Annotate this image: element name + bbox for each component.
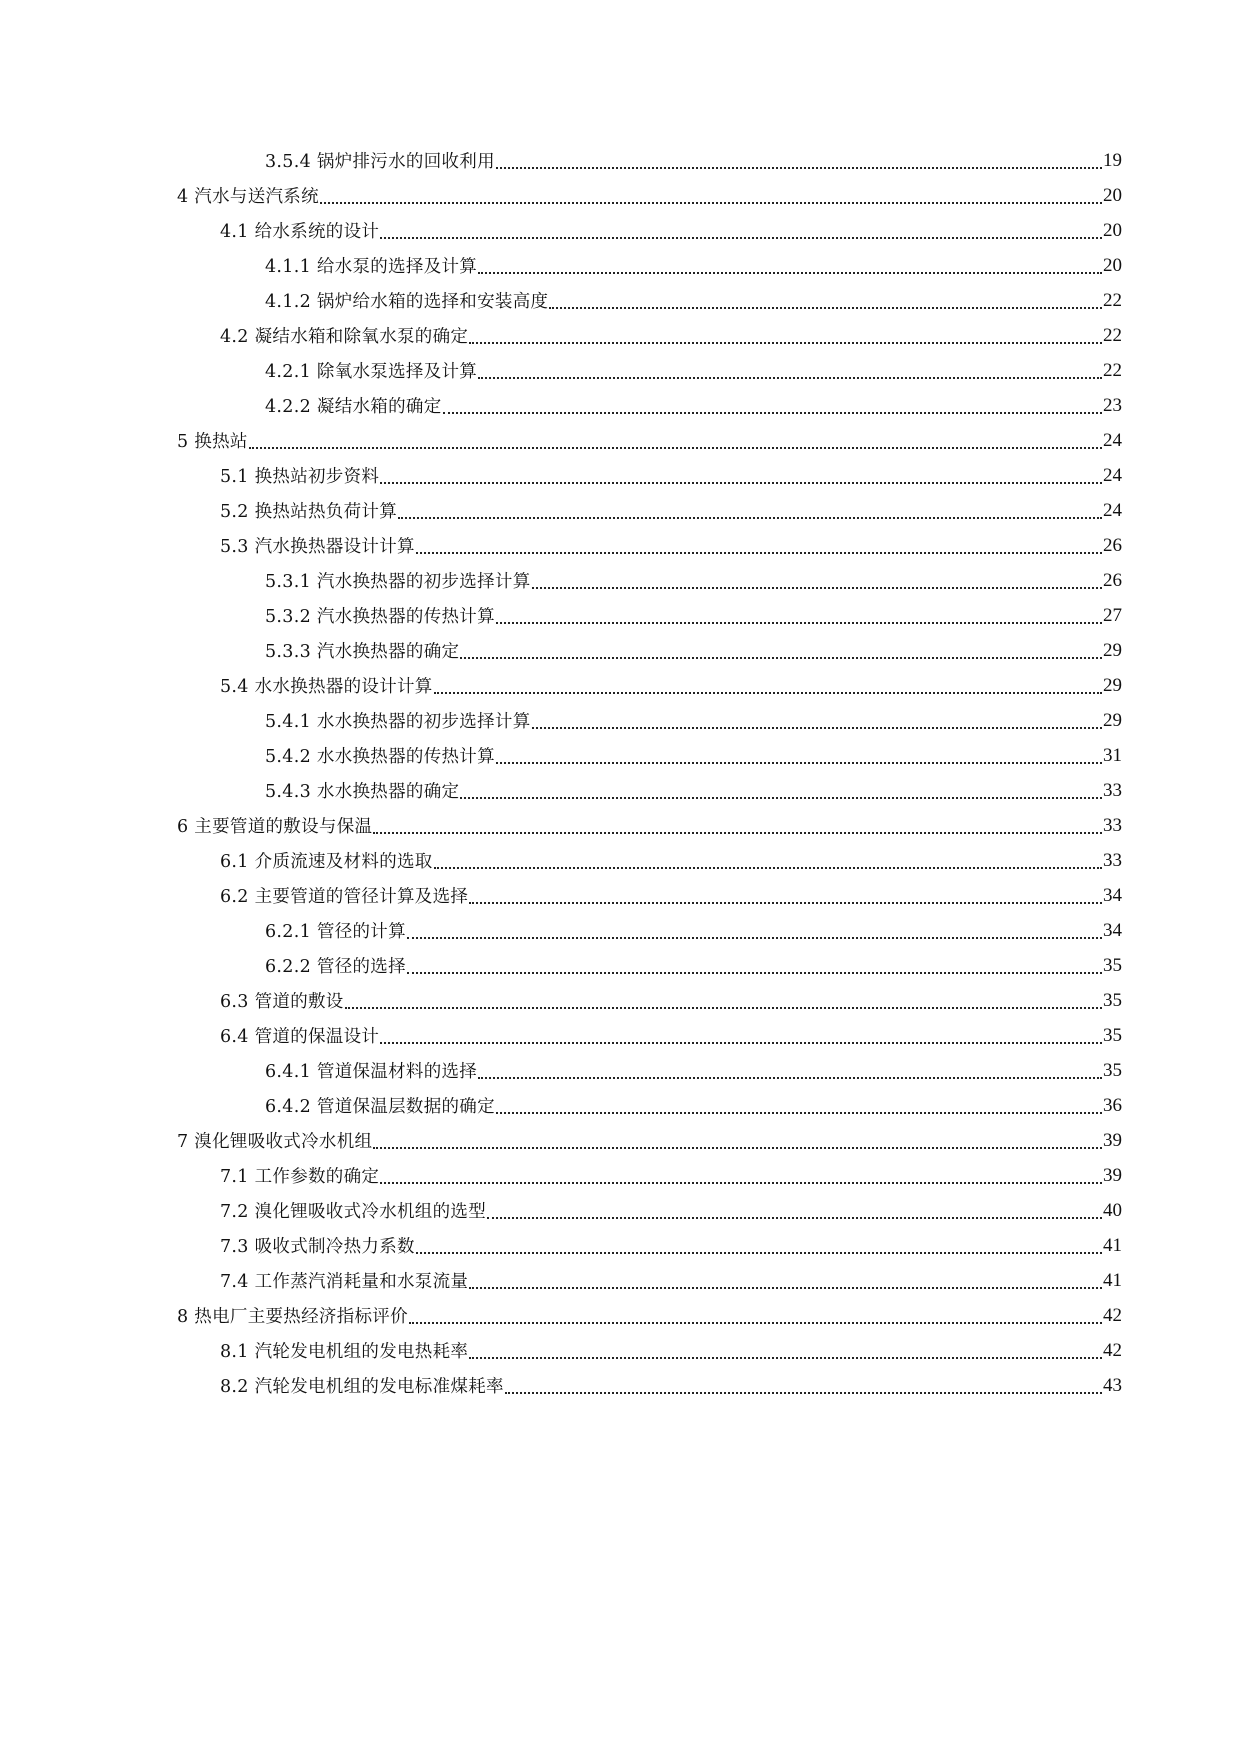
toc-entry-page-number: 36 — [1103, 1094, 1122, 1116]
dot-leader — [532, 587, 1103, 589]
toc-entry[interactable] — [0, 143, 1240, 178]
toc-entry-page-number: 34 — [1103, 884, 1122, 906]
toc-entry[interactable] — [0, 283, 1240, 318]
dot-leader — [487, 1217, 1102, 1219]
toc-entry[interactable] — [0, 1193, 1240, 1228]
toc-entry[interactable] — [0, 843, 1240, 878]
dot-leader — [460, 797, 1102, 799]
toc-entry-page-number: 35 — [1103, 1059, 1122, 1081]
dot-leader — [505, 1392, 1102, 1394]
toc-entry-page-number: 33 — [1103, 779, 1122, 801]
toc-entry-page-number: 24 — [1103, 499, 1122, 521]
toc-entry-page-number: 35 — [1103, 954, 1122, 976]
dot-leader — [478, 377, 1102, 379]
toc-entry-page-number: 40 — [1103, 1199, 1122, 1221]
toc-entry-title: 4.1.1 给水泵的选择及计算 — [265, 257, 478, 277]
toc-entry-title: 7 溴化锂吸收式冷水机组 — [177, 1132, 373, 1152]
toc-entry-title: 5.3.1 汽水换热器的初步选择计算 — [265, 572, 531, 592]
toc-entry-title: 4.1.2 锅炉给水箱的选择和安装高度 — [265, 292, 549, 312]
toc-entry-title: 6.2 主要管道的管径计算及选择 — [220, 887, 469, 907]
toc-entry[interactable] — [0, 528, 1240, 563]
toc-entry[interactable] — [0, 703, 1240, 738]
dot-leader — [469, 1287, 1102, 1289]
dot-leader — [478, 272, 1102, 274]
dot-leader — [460, 657, 1102, 659]
toc-entry-title: 6.2.1 管径的计算 — [265, 922, 406, 942]
toc-entry-page-number: 35 — [1103, 1024, 1122, 1046]
toc-entry[interactable] — [0, 1053, 1240, 1088]
dot-leader — [407, 937, 1102, 939]
dot-leader — [549, 307, 1102, 309]
toc-entry[interactable] — [0, 1298, 1240, 1333]
table-of-contents — [0, 143, 1240, 1403]
toc-entry[interactable] — [0, 318, 1240, 353]
dot-leader — [469, 902, 1102, 904]
toc-entry-title: 7.1 工作参数的确定 — [220, 1167, 380, 1187]
toc-entry-page-number: 39 — [1103, 1129, 1122, 1151]
dot-leader — [409, 1322, 1102, 1324]
toc-entry-title: 8.2 汽轮发电机组的发电标准煤耗率 — [220, 1377, 504, 1397]
toc-entry[interactable] — [0, 983, 1240, 1018]
dot-leader — [407, 972, 1102, 974]
toc-entry-title: 4.2.1 除氧水泵选择及计算 — [265, 362, 478, 382]
toc-entry-page-number: 29 — [1103, 674, 1122, 696]
toc-entry-page-number: 24 — [1103, 464, 1122, 486]
toc-entry-page-number: 29 — [1103, 709, 1122, 731]
toc-entry[interactable] — [0, 388, 1240, 423]
dot-leader — [434, 692, 1102, 694]
toc-entry[interactable] — [0, 458, 1240, 493]
toc-entry-page-number: 33 — [1103, 849, 1122, 871]
toc-entry-page-number: 29 — [1103, 639, 1122, 661]
toc-entry[interactable] — [0, 213, 1240, 248]
toc-entry-page-number: 39 — [1103, 1164, 1122, 1186]
toc-entry-title: 4 汽水与送汽系统 — [177, 187, 319, 207]
toc-entry[interactable] — [0, 738, 1240, 773]
dot-leader — [496, 762, 1102, 764]
toc-entry-title: 6 主要管道的敷设与保温 — [177, 817, 373, 837]
toc-entry[interactable] — [0, 563, 1240, 598]
toc-entry-page-number: 31 — [1103, 744, 1122, 766]
dot-leader — [373, 1147, 1102, 1149]
toc-entry-title: 6.1 介质流速及材料的选取 — [220, 852, 433, 872]
toc-entry-title: 4.2 凝结水箱和除氧水泵的确定 — [220, 327, 469, 347]
toc-entry-page-number: 41 — [1103, 1269, 1122, 1291]
dot-leader — [496, 622, 1102, 624]
toc-entry[interactable] — [0, 248, 1240, 283]
toc-entry-title: 6.4 管道的保温设计 — [220, 1027, 380, 1047]
toc-entry-title: 5.1 换热站初步资料 — [220, 467, 380, 487]
dot-leader — [478, 1077, 1102, 1079]
toc-entry-title: 5.3.3 汽水换热器的确定 — [265, 642, 460, 662]
dot-leader — [469, 1357, 1102, 1359]
toc-entry[interactable] — [0, 1123, 1240, 1158]
toc-entry[interactable] — [0, 1333, 1240, 1368]
toc-entry-page-number: 22 — [1103, 289, 1122, 311]
toc-entry-page-number: 19 — [1103, 149, 1122, 171]
toc-entry[interactable] — [0, 178, 1240, 213]
dot-leader — [434, 867, 1102, 869]
dot-leader — [496, 167, 1102, 169]
toc-entry[interactable] — [0, 633, 1240, 668]
toc-entry[interactable] — [0, 1018, 1240, 1053]
toc-entry[interactable] — [0, 1263, 1240, 1298]
toc-entry-page-number: 20 — [1103, 254, 1122, 276]
toc-entry-page-number: 42 — [1103, 1304, 1122, 1326]
toc-entry-title: 5.3 汽水换热器设计计算 — [220, 537, 415, 557]
toc-entry[interactable] — [0, 423, 1240, 458]
toc-entry-page-number: 20 — [1103, 184, 1122, 206]
toc-entry-page-number: 24 — [1103, 429, 1122, 451]
dot-leader — [380, 237, 1102, 239]
toc-entry-page-number: 34 — [1103, 919, 1122, 941]
toc-entry-page-number: 33 — [1103, 814, 1122, 836]
dot-leader — [380, 482, 1102, 484]
dot-leader — [320, 202, 1102, 204]
toc-entry[interactable] — [0, 493, 1240, 528]
toc-entry-title: 7.3 吸收式制冷热力系数 — [220, 1237, 415, 1257]
dot-leader — [380, 1042, 1102, 1044]
toc-entry-title: 6.3 管道的敷设 — [220, 992, 344, 1012]
toc-entry-title: 4.1 给水系统的设计 — [220, 222, 380, 242]
toc-entry-title: 6.4.2 管道保温层数据的确定 — [265, 1097, 495, 1117]
toc-entry-page-number: 26 — [1103, 569, 1122, 591]
toc-entry-title: 8 热电厂主要热经济指标评价 — [177, 1307, 408, 1327]
toc-entry-page-number: 35 — [1103, 989, 1122, 1011]
toc-entry[interactable] — [0, 1368, 1240, 1403]
toc-entry[interactable] — [0, 1228, 1240, 1263]
toc-entry-title: 6.4.1 管道保温材料的选择 — [265, 1062, 478, 1082]
toc-entry-title: 5.4.1 水水换热器的初步选择计算 — [265, 712, 531, 732]
toc-entry-title: 5.2 换热站热负荷计算 — [220, 502, 397, 522]
dot-leader — [398, 517, 1102, 519]
toc-entry-title: 7.4 工作蒸汽消耗量和水泵流量 — [220, 1272, 469, 1292]
toc-entry[interactable] — [0, 878, 1240, 913]
toc-entry-page-number: 43 — [1103, 1374, 1122, 1396]
toc-entry-title: 5.4.2 水水换热器的传热计算 — [265, 747, 495, 767]
toc-entry-title: 7.2 溴化锂吸收式冷水机组的选型 — [220, 1202, 486, 1222]
dot-leader — [345, 1007, 1102, 1009]
dot-leader — [496, 1112, 1102, 1114]
toc-entry-page-number: 41 — [1103, 1234, 1122, 1256]
toc-entry-page-number: 22 — [1103, 324, 1122, 346]
dot-leader — [532, 727, 1103, 729]
dot-leader — [469, 342, 1102, 344]
toc-entry-title: 4.2.2 凝结水箱的确定 — [265, 397, 442, 417]
dot-leader — [416, 552, 1102, 554]
toc-entry-title: 5.3.2 汽水换热器的传热计算 — [265, 607, 495, 627]
dot-leader — [416, 1252, 1102, 1254]
dot-leader — [249, 447, 1102, 449]
toc-entry-title: 3.5.4 锅炉排污水的回收利用 — [265, 152, 495, 172]
toc-entry-page-number: 42 — [1103, 1339, 1122, 1361]
toc-entry-title: 8.1 汽轮发电机组的发电热耗率 — [220, 1342, 469, 1362]
dot-leader — [373, 832, 1102, 834]
toc-entry[interactable] — [0, 668, 1240, 703]
toc-entry[interactable] — [0, 773, 1240, 808]
toc-entry-title: 6.2.2 管径的选择 — [265, 957, 406, 977]
toc-entry[interactable] — [0, 1088, 1240, 1123]
dot-leader — [380, 1182, 1102, 1184]
toc-entry-page-number: 23 — [1103, 394, 1122, 416]
toc-entry[interactable] — [0, 913, 1240, 948]
toc-entry-page-number: 27 — [1103, 604, 1122, 626]
toc-entry-title: 5.4.3 水水换热器的确定 — [265, 782, 460, 802]
toc-entry[interactable] — [0, 598, 1240, 633]
toc-entry-title: 5 换热站 — [177, 432, 248, 452]
toc-entry[interactable] — [0, 948, 1240, 983]
toc-entry[interactable] — [0, 1158, 1240, 1193]
toc-entry[interactable] — [0, 353, 1240, 388]
toc-entry-page-number: 26 — [1103, 534, 1122, 556]
toc-entry-page-number: 20 — [1103, 219, 1122, 241]
toc-entry[interactable] — [0, 808, 1240, 843]
dot-leader — [443, 412, 1103, 414]
toc-entry-page-number: 22 — [1103, 359, 1122, 381]
toc-entry-title: 5.4 水水换热器的设计计算 — [220, 677, 433, 697]
